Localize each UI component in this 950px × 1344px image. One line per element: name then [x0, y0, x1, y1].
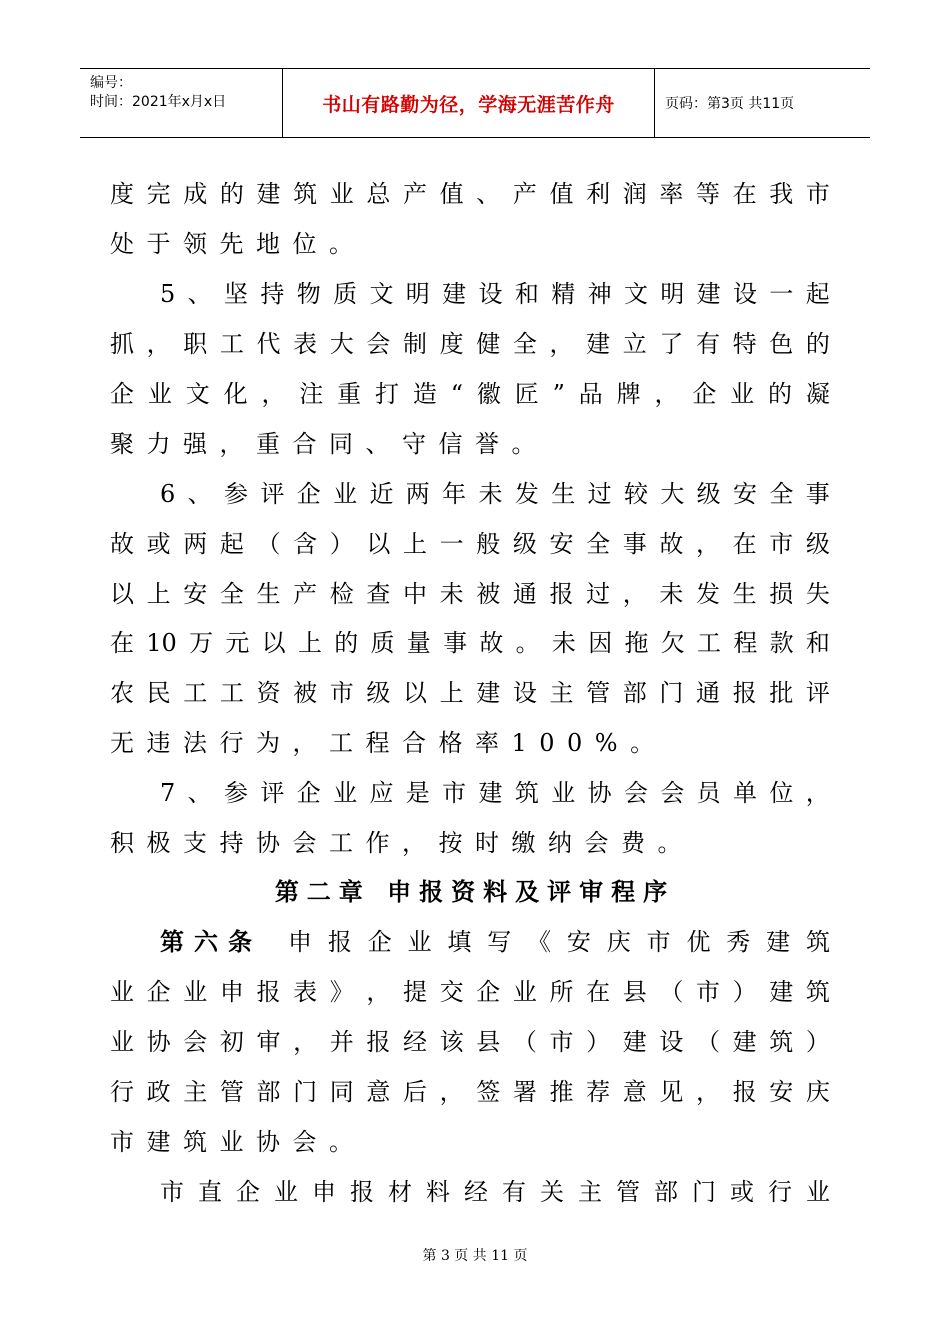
body-line: 积极支持协会工作，按时缴纳会费。	[110, 829, 694, 857]
body-line: 故 或 两 起 （ 含 ） 以 上 一 般 级 安 全 事 故 ， 在 市 级	[110, 530, 830, 558]
header-motto: 书山有路勤为径，学海无涯苦作舟	[322, 93, 615, 116]
body-line: 企 业 文 化 ， 注 重 打 造 “ 徽 匠 ” 品 牌 ， 企 业 的 凝	[110, 380, 830, 408]
header-page-info: 页码：第3页 共11页	[665, 96, 795, 112]
article-first-line	[160, 924, 830, 960]
article-label: 第六条	[160, 928, 262, 956]
page-footer: 第 3 页 共 11 页	[422, 1248, 528, 1264]
body-line: 5 、 坚 持 物 质 文 明 建 设 和 精 神 文 明 建 设 一 起	[160, 280, 830, 308]
body-line: 农 民 工 工 资 被 市 级 以 上 建 设 主 管 部 门 通 报 批 评	[110, 679, 830, 707]
article-line: 市 直 企 业 申 报 材 料 经 有 关 主 管 部 门 或 行 业	[160, 1178, 830, 1206]
body-line: 聚力强，重合同、守信誉。	[110, 430, 548, 458]
body-line: 在 10 万 元 以 上 的 质 量 事 故 。 未 因 拖 欠 工 程 款 和	[110, 629, 830, 657]
chapter-title: 第二章 申报资料及评审程序	[274, 878, 676, 906]
body-line: 7 、 参 评 企 业 应 是 市 建 筑 业 协 会 会 员 单 位 ，	[160, 779, 830, 807]
article-line: 业 企 业 申 报 表 》 ， 提 交 企 业 所 在 县 （ 市 ） 建 筑	[110, 978, 830, 1006]
body-line: 无违法行为，工程合格率100%。	[110, 729, 667, 757]
header-motto-cell	[283, 69, 655, 137]
article-line: 业 协 会 初 审 ， 并 报 经 该 县 （ 市 ） 建 设 （ 建 筑 ）	[110, 1028, 830, 1056]
body-line: 度 完 成 的 建 筑 业 总 产 值 、 产 值 利 润 率 等 在 我 市	[110, 180, 830, 208]
header-meta	[80, 69, 283, 137]
number-label: 编号：	[90, 75, 132, 91]
body-line: 6 、 参 评 企 业 近 两 年 未 发 生 过 较 大 级 安 全 事	[160, 480, 830, 508]
document-header	[80, 68, 870, 138]
article-text: 申 报 企 业 填 写 《 安 庆 市 优 秀 建 筑	[288, 928, 830, 956]
body-line: 以 上 安 全 生 产 检 查 中 未 被 通 报 过 ， 未 发 生 损 失	[110, 580, 830, 608]
article-line: 行 政 主 管 部 门 同 意 后 ， 签 署 推 荐 意 见 ， 报 安 庆	[110, 1078, 830, 1106]
article-line: 市建筑业协会。	[110, 1128, 366, 1156]
body-line: 抓 ， 职 工 代 表 大 会 制 度 健 全 ， 建 立 了 有 特 色 的	[110, 330, 830, 358]
time-label: 时间：2021年x月x日	[90, 94, 227, 110]
body-line: 处于领先地位。	[110, 230, 366, 258]
